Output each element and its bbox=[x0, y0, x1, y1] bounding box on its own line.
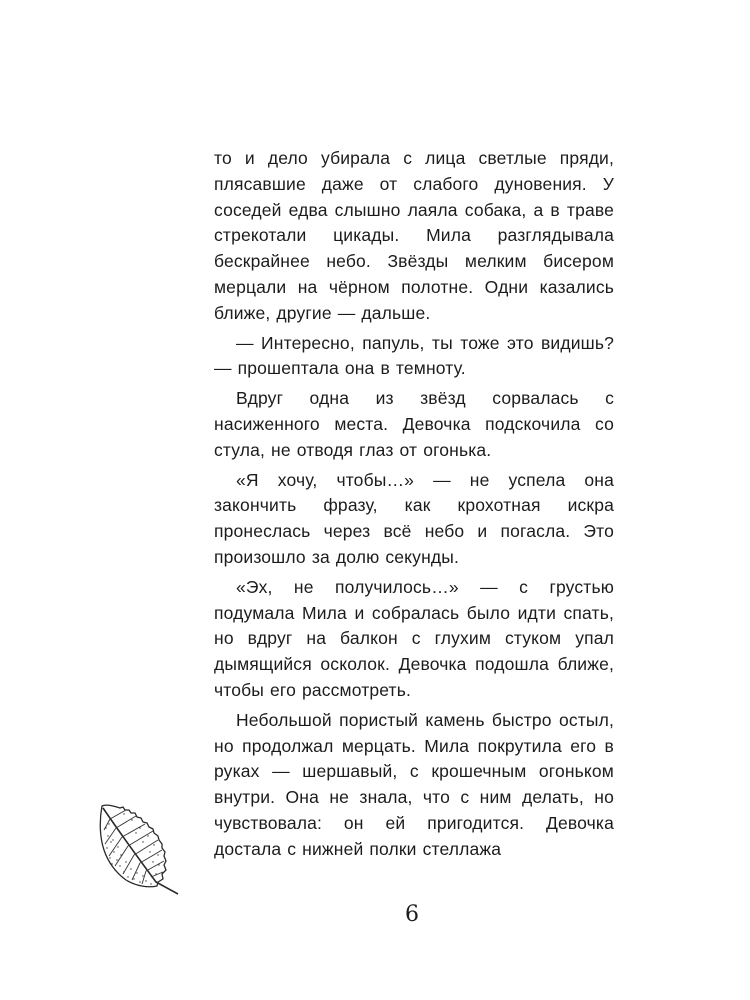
leaf-icon bbox=[96, 800, 188, 898]
paragraph-1: то и дело убирала с лица светлые пряди, плясавшие даже от слабого дуновения. У соседей едва слышно лаяла собака, а в траве стрекотали цикады. Мила разглядывала бескрайнее небо. Звёзды мелким бисером мерцали на чёрном полотне. Одни казались ближе, другие — дальше. bbox=[214, 148, 614, 323]
paragraph-5: «Эх, не получилось…» — с грустью подумала Мила и собралась было идти спать, но вдруг на балкон с глухим стуком упал дымящийся осколок. Девочка подошла ближе, чтобы его рассмотреть. bbox=[214, 576, 614, 700]
paragraph-3: Вдруг одна из звёзд сорвалась с насиженного места. Девочка подскочила со стула, не отводя глаз от огонька. bbox=[214, 388, 614, 460]
page-number: 6 bbox=[405, 902, 419, 927]
paragraph-4: «Я хочу, чтобы…» — не успела она закончить фразу, как крохотная искра пронеслась через всё небо и погасла. Это произошло за долю секунды. bbox=[214, 469, 614, 567]
body-text bbox=[214, 146, 614, 867]
paragraph-2: — Интересно, папуль, ты тоже это видишь? — прошептала она в темноту. bbox=[214, 332, 614, 379]
paragraph-6: Небольшой пористый камень быстро остыл, но продолжал мерцать. Мила покрутила его в руках — шершавый, с крошечным огоньком внутри. Она не знала, что с ним делать, но чувствовала: он ей пригодится. Девочка достала с нижней полки стеллажа bbox=[214, 709, 614, 859]
